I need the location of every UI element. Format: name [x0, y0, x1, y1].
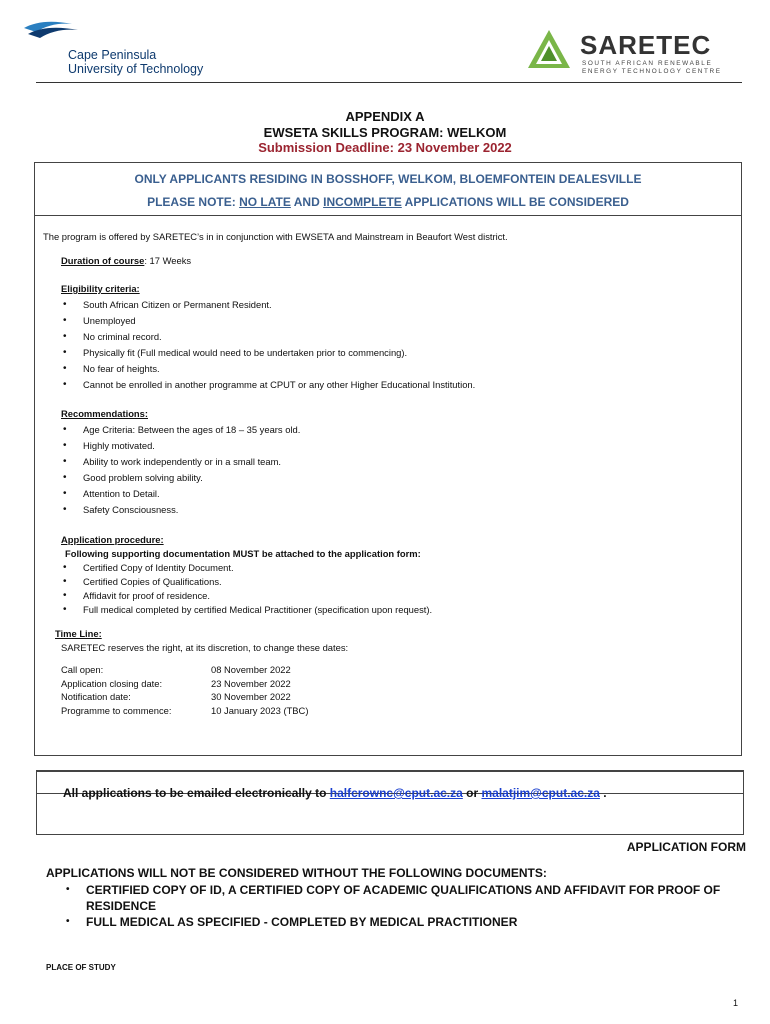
cput-logo [22, 18, 222, 80]
list-item: • Good problem solving ability. [61, 470, 300, 486]
incomplete-text: INCOMPLETE [323, 195, 402, 209]
list-item: • Ability to work independently or in a small team. [61, 454, 300, 470]
list-item: • Highly motivated. [61, 438, 300, 454]
saretec-sub-line2: ENERGY TECHNOLOGY CENTRE [582, 68, 722, 75]
list-item: • Affidavit for proof of residence. [61, 589, 432, 603]
procedure-section [61, 533, 432, 617]
timeline-section [55, 627, 348, 717]
email-instructions: All applications to be emailed electronically to halfcrownc@cput.ac.za or malatjim@cput.ac.za . [63, 786, 607, 800]
list-item: • Age Criteria: Between the ages of 18 – 35 years old. [61, 422, 300, 438]
duration-value: : 17 Weeks [144, 255, 192, 266]
list-item: • Cannot be enrolled in another programme at CPUT or any other Higher Educational Institution. [61, 377, 475, 393]
page-number: 1 [732, 998, 738, 1008]
eligibility-section [61, 281, 475, 393]
recommendations-list [61, 422, 300, 518]
timeline-row: Call open: 08 November 2022 [61, 664, 291, 675]
timeline-row: Application closing date: 23 November 2022 [61, 677, 291, 689]
cput-name-line1: Cape Peninsula [68, 48, 157, 62]
procedure-subtitle: Following supporting documentation MUST be attached to the application form: [65, 548, 421, 559]
residency-notice: ONLY APPLICANTS RESIDING IN BOSSHOFF, WELKOM, BLOEMFONTEIN DEALESVILLE [134, 172, 642, 186]
appendix-title: APPENDIX A [345, 109, 425, 124]
recommendations-label: Recommendations: [61, 408, 148, 419]
header-rule [36, 82, 742, 83]
email-link-halfcrownc[interactable]: halfcrownc@cput.ac.za [329, 786, 463, 800]
duration-label: Duration of course [61, 255, 145, 266]
duration-line [61, 253, 191, 269]
list-item: • Certified Copy of Identity Document. [61, 561, 432, 575]
eligibility-label: Eligibility criteria: [61, 283, 140, 294]
list-item: • Safety Consciousness. [61, 502, 300, 518]
application-form-heading: APPLICATION FORM [626, 840, 746, 854]
list-item: • No fear of heights. [61, 361, 475, 377]
list-item: • Attention to Detail. [61, 486, 300, 502]
saretec-logo [520, 28, 735, 80]
submission-deadline: Submission Deadline: 23 November 2022 [258, 140, 512, 155]
list-item: • FULL MEDICAL AS SPECIFIED - COMPLETED BY MEDICAL PRACTITIONER [64, 914, 744, 930]
notice-divider [35, 215, 741, 216]
email-instructions-box [36, 770, 744, 835]
requirements-title: APPLICATIONS WILL NOT BE CONSIDERED WITHOUT THE FOLLOWING DOCUMENTS: [46, 866, 547, 880]
timeline-row: Programme to commence: 10 January 2023 (TBC) [61, 704, 309, 716]
recommendations-section [61, 406, 300, 518]
program-title: EWSETA SKILLS PROGRAM: WELKOM [263, 125, 507, 140]
list-item: • No criminal record. [61, 329, 475, 345]
list-item: • Full medical completed by certified Medical Practitioner (specification upon request). [61, 603, 432, 617]
procedure-list [61, 561, 432, 617]
timeline-label: Time Line: [55, 628, 102, 639]
no-late-text: NO LATE [239, 195, 291, 209]
cput-name-line2: University of Technology [68, 62, 204, 76]
requirements-list [64, 882, 744, 930]
saretec-name: SARETEC [580, 30, 712, 60]
timeline-row: Notification date: 30 November 2022 [61, 691, 291, 702]
timeline-note: SARETEC reserves the right, at its discretion, to change these dates: [61, 642, 349, 653]
list-item: • CERTIFIED COPY OF ID, A CERTIFIED COPY OF ACADEMIC QUALIFICATIONS AND AFFIDAVIT FOR PROOF OF RESIDENCE [64, 882, 744, 914]
procedure-label: Application procedure: [61, 534, 164, 545]
email-link-malatjim[interactable]: malatjim@cput.ac.za [481, 786, 600, 800]
program-details-box [34, 162, 742, 756]
place-of-study-label: PLACE OF STUDY [46, 963, 116, 972]
list-item: • South African Citizen or Permanent Resident. [61, 297, 475, 313]
timeline-table [55, 663, 348, 717]
saretec-sub-line1: SOUTH AFRICAN RENEWABLE [582, 60, 713, 67]
list-item: • Unemployed [61, 313, 475, 329]
list-item: • Physically fit (Full medical would need to be undertaken prior to commencing). [61, 345, 475, 361]
intro-text: The program is offered by SARETEC’s in in conjunction with EWSETA and Mainstream in Beaufort West district. [43, 231, 508, 242]
eligibility-list [61, 297, 475, 393]
late-incomplete-notice: PLEASE NOTE: NO LATE AND INCOMPLETE APPLICATIONS WILL BE CONSIDERED [147, 195, 629, 209]
saretec-leaf-icon [524, 28, 574, 76]
list-item: • Certified Copies of Qualifications. [61, 575, 432, 589]
